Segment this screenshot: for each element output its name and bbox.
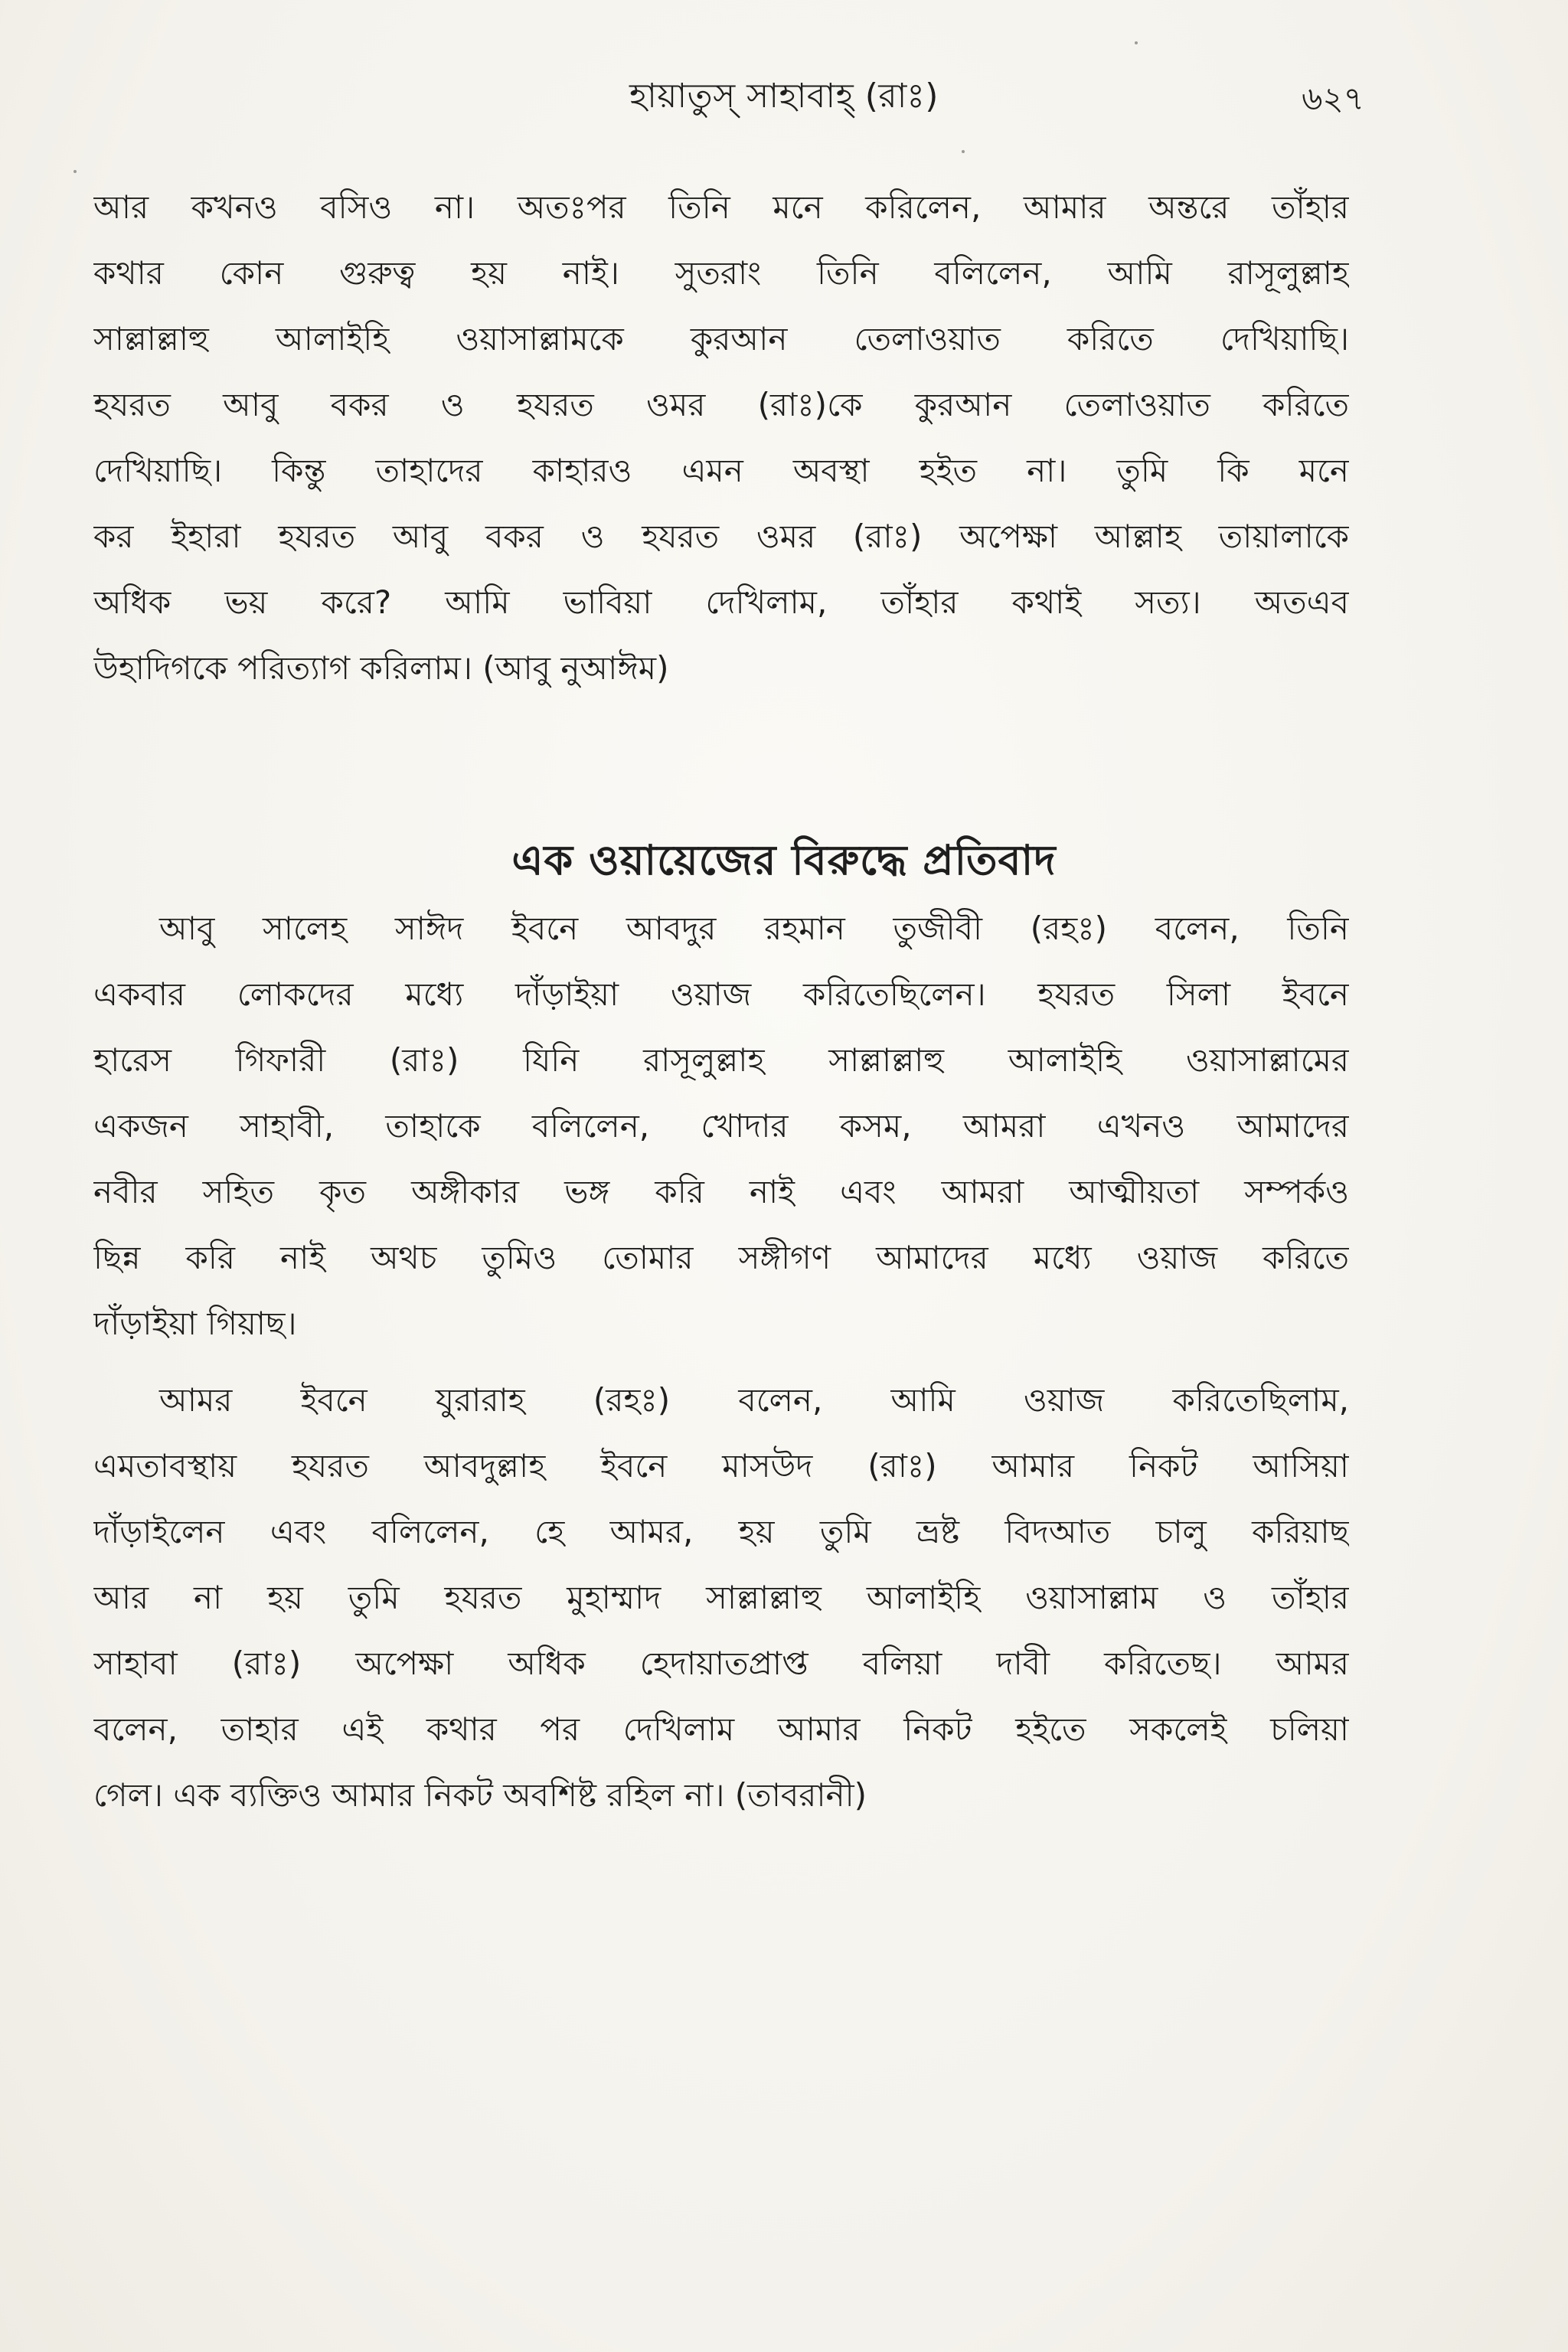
- text-line: ছিন্ন করি নাই অথচ তুমিও তোমার সঙ্গীগণ আমাদের মধ্যে ওয়াজ করিতে: [93, 1239, 1349, 1276]
- text-line: বলেন, তাহার এই কথার পর দেখিলাম আমার নিকট হইতে সকলেই চলিয়া: [93, 1710, 1349, 1748]
- text-line: আমর ইবনে যুরারাহ (রহঃ) বলেন, আমি ওয়াজ করিতেছিলাম,: [159, 1381, 1349, 1419]
- page-number: ৬২৭: [1302, 80, 1364, 117]
- text-line: উহাদিগকে পরিত্যাগ করিলাম। (আবু নুআঈম): [93, 649, 669, 687]
- text-line: হযরত আবু বকর ও হযরত ওমর (রাঃ)কে কুরআন তেলাওয়াত করিতে: [93, 386, 1349, 423]
- paragraph-1: [93, 175, 1349, 701]
- text-line: গেল। এক ব্যক্তিও আমার নিকট অবশিষ্ট রহিল না। (তাবরানী): [93, 1776, 867, 1814]
- section-heading: এক ওয়ায়েজের বিরুদ্ধে প্রতিবাদ: [511, 836, 1057, 884]
- text-line: নবীর সহিত কৃত অঙ্গীকার ভঙ্গ করি নাই এবং আমরা আত্মীয়তা সম্পর্কও: [93, 1173, 1349, 1210]
- running-title: হায়াতুস্ সাহাবাহ্ (রাঃ): [629, 77, 939, 116]
- text-line: অধিক ভয় করে? আমি ভাবিয়া দেখিলাম, তাঁহার কথাই সত্য। অতএব: [93, 583, 1349, 621]
- scan-speck: [74, 170, 77, 173]
- paragraph-2: [93, 896, 1349, 1357]
- text-line: আর না হয় তুমি হযরত মুহাম্মাদ সাল্লাল্লাহু আলাইহি ওয়াসাল্লাম ও তাঁহার: [93, 1579, 1349, 1616]
- text-line: একবার লোকদের মধ্যে দাঁড়াইয়া ওয়াজ করিতেছিলেন। হযরত সিলা ইবনে: [93, 975, 1349, 1013]
- text-line: দেখিয়াছি। কিন্তু তাহাদের কাহারও এমন অবস্থা হইত না। তুমি কি মনে: [93, 452, 1349, 489]
- text-line: আবু সালেহ সাঈদ ইবনে আবদুর রহমান তুজীবী (রহঃ) বলেন, তিনি: [159, 910, 1349, 947]
- text-line: এমতাবস্থায় হযরত আবদুল্লাহ ইবনে মাসউদ (রাঃ) আমার নিকট আসিয়া: [93, 1447, 1349, 1485]
- paragraph-3: [93, 1367, 1349, 1828]
- text-line: কথার কোন গুরুত্ব হয় নাই। সুতরাং তিনি বলিলেন, আমি রাসূলুল্লাহ: [93, 254, 1349, 292]
- page-header: [0, 70, 1568, 124]
- text-line: সাল্লাল্লাহু আলাইহি ওয়াসাল্লামকে কুরআন তেলাওয়াত করিতে দেখিয়াছি।: [93, 320, 1349, 358]
- text-line: দাঁড়াইয়া গিয়াছ।: [93, 1305, 297, 1342]
- text-line: সাহাবা (রাঃ) অপেক্ষা অধিক হেদায়াতপ্রাপ্ত বলিয়া দাবী করিতেছ। আমর: [93, 1645, 1349, 1682]
- scan-speck: [962, 150, 965, 153]
- scan-speck: [1135, 41, 1138, 44]
- text-line: হারেস গিফারী (রাঃ) যিনি রাসূলুল্লাহ সাল্লাল্লাহু আলাইহি ওয়াসাল্লামের: [93, 1041, 1349, 1079]
- text-line: কর ইহারা হযরত আবু বকর ও হযরত ওমর (রাঃ) অপেক্ষা আল্লাহ তায়ালাকে: [93, 518, 1349, 555]
- text-line: একজন সাহাবী, তাহাকে বলিলেন, খোদার কসম, আমরা এখনও আমাদের: [93, 1107, 1349, 1145]
- text-line: দাঁড়াইলেন এবং বলিলেন, হে আমর, হয় তুমি ভ্রষ্ট বিদআত চালু করিয়াছ: [93, 1513, 1349, 1550]
- text-line: আর কখনও বসিও না। অতঃপর তিনি মনে করিলেন, আমার অন্তরে তাঁহার: [93, 188, 1349, 226]
